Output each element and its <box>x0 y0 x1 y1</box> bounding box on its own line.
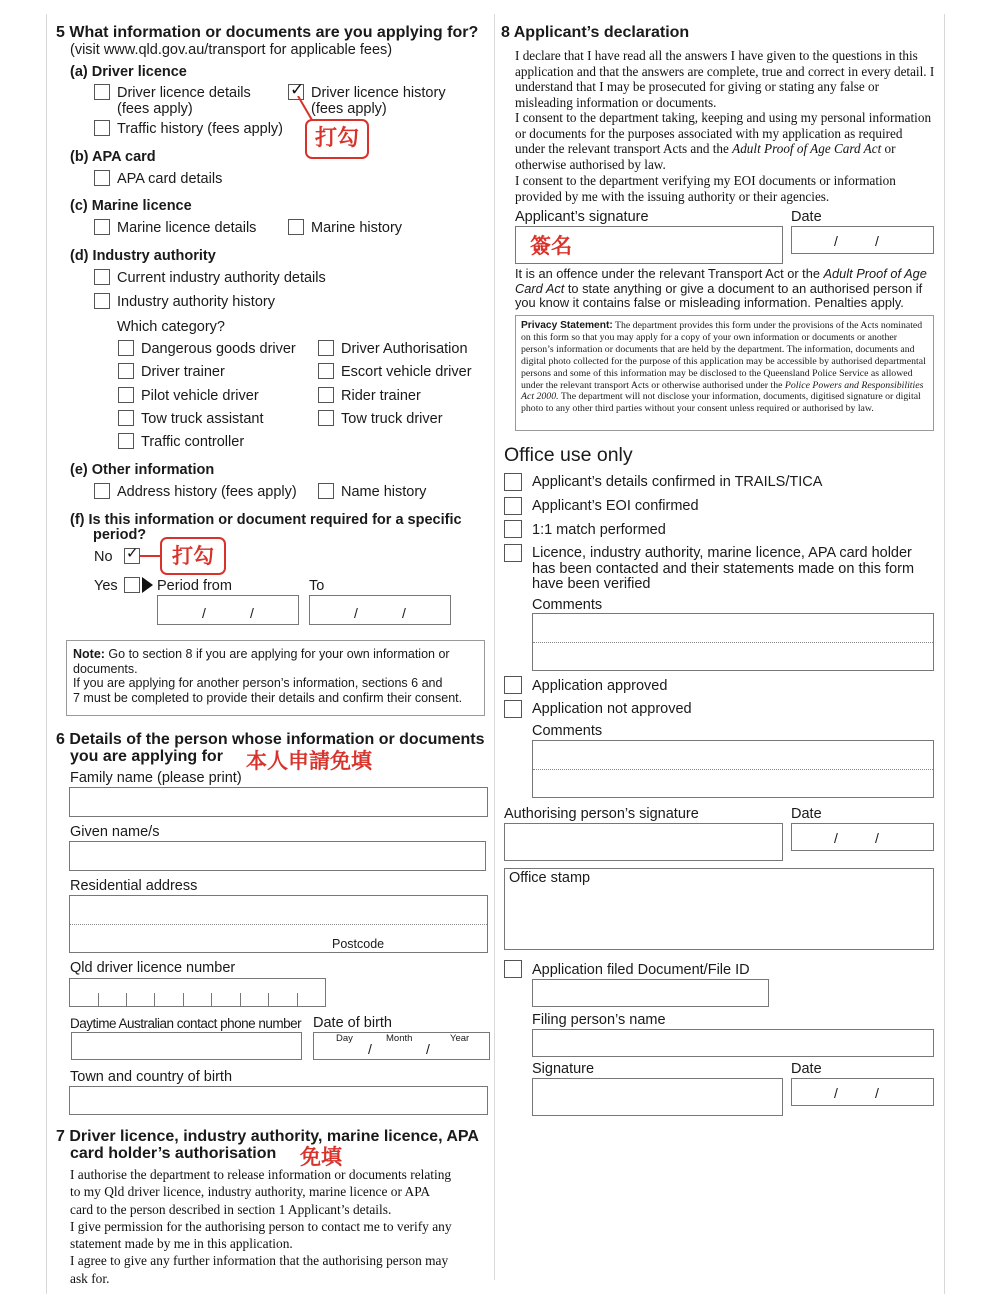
label-driver-licence-details-fees: (fees apply) <box>117 101 193 117</box>
checkbox-apa-card-details[interactable] <box>94 170 110 186</box>
residential-address-input[interactable] <box>69 895 488 953</box>
annotation-tick-1: 打勾 <box>305 119 369 159</box>
authorising-signature-field[interactable] <box>504 823 783 861</box>
label-holder-contacted-2: has been contacted and their statements made on this form <box>532 561 915 577</box>
checkbox-driver-trainer[interactable] <box>118 363 134 379</box>
label-date-of-birth: Date of birth <box>313 1015 392 1031</box>
town-country-birth-input[interactable] <box>69 1086 488 1115</box>
filing-signature-field[interactable] <box>532 1078 783 1116</box>
privacy-a: The department provides this form under the provisions of the Acts nominated on this form so that you may apply for a copy of your own information or documents or another person’s information or documents that are held by the department. The information, documents and digital photo collected for the purpose of this application may be accessible by authorised departmental persons and some of this information may be disclosed to the Queensland Police Service as allowed under the relevant transport Acts or otherwise authorised under the <box>521 320 926 391</box>
label-application-approved: Application approved <box>532 678 668 694</box>
label-category: Pilot vehicle driver <box>141 388 259 404</box>
question-specific-period-2: period? <box>93 527 147 543</box>
label-category: Rider trainer <box>341 388 421 404</box>
checkbox-industry-authority-history[interactable] <box>94 293 110 309</box>
section-7-line: statement made by me in this application. <box>70 1236 293 1252</box>
section-6-title-2: you are applying for <box>70 748 223 765</box>
label-family-name: Family name (please print) <box>70 770 242 786</box>
privacy-italic: Police Powers and Responsibilities Act 2000. <box>521 379 924 403</box>
checkbox-name-history[interactable] <box>318 483 334 499</box>
period-to-date-field[interactable]: / / <box>309 595 451 625</box>
label-category: Escort vehicle driver <box>341 364 472 380</box>
checkbox-match-performed[interactable] <box>504 520 522 538</box>
checkbox-no[interactable] <box>124 545 140 564</box>
section-5-title: 5 What information or documents are you applying for? <box>56 24 479 41</box>
declaration-paragraph-3: I consent to the department verifying my EOI documents or information provided by me with the issuing authority or their agencies. <box>515 173 896 204</box>
annotation-skip: 免填 <box>300 1145 342 1169</box>
checkbox-application-approved[interactable] <box>504 676 522 694</box>
comments-field-1[interactable] <box>532 613 934 671</box>
office-use-title: Office use only <box>504 444 633 466</box>
label-current-industry-authority: Current industry authority details <box>117 270 326 286</box>
checkbox-marine-licence-details[interactable] <box>94 219 110 235</box>
subhead-apa-card: (b) APA card <box>70 149 156 165</box>
label-marine-licence-details: Marine licence details <box>117 220 257 236</box>
label-apa-card-details: APA card details <box>117 171 223 187</box>
section-5-note: (visit www.qld.gov.au/transport for applicable fees) <box>70 42 393 58</box>
file-id-field[interactable] <box>532 979 769 1007</box>
phone-input[interactable] <box>71 1032 302 1060</box>
label-category: Dangerous goods driver <box>141 341 296 357</box>
checkbox-tow-truck-assistant[interactable] <box>118 410 134 426</box>
question-specific-period: (f) Is this information or document required for a specific <box>70 512 462 528</box>
label-name-history: Name history <box>341 484 427 500</box>
checkbox-eoi-confirmed[interactable] <box>504 497 522 515</box>
checkbox-rider-trainer[interactable] <box>318 387 334 403</box>
declaration-paragraph-1: I declare that I have read all the answers I have given to the questions in this application and that the answers are complete, true and correct in every detail. I understand that I may be prosecuted for giving or stating any false or misleading information or documents. <box>515 48 935 110</box>
label-eoi-confirmed: Applicant’s EOI confirmed <box>532 498 699 514</box>
checkbox-application-not-approved[interactable] <box>504 700 522 718</box>
privacy-b: The department will not disclose your information, documents, digitised signature or digital photo to any other third parties without your consent unless required or authorised by law. <box>521 391 921 415</box>
offence-a: It is an offence under the relevant Transport Act or the <box>515 266 824 281</box>
label-traffic-history: Traffic history (fees apply) <box>117 121 283 137</box>
checkbox-pilot-vehicle-driver[interactable] <box>118 387 134 403</box>
label-filing-person-name: Filing person’s name <box>532 1012 666 1028</box>
label-given-names: Given name/s <box>70 824 160 840</box>
label-qld-licence-number: Qld driver licence number <box>70 960 236 976</box>
label-signature: Signature <box>532 1061 595 1077</box>
label-category: Driver trainer <box>141 364 225 380</box>
section-8-title: 8 Applicant’s declaration <box>501 24 690 41</box>
label-comments-2: Comments <box>532 723 603 739</box>
checkbox-tow-truck-driver[interactable] <box>318 410 334 426</box>
checkbox-dangerous-goods-driver[interactable] <box>118 340 134 356</box>
column-divider <box>494 14 495 1280</box>
privacy-bold: Privacy Statement: <box>521 320 613 331</box>
label-category: Tow truck driver <box>341 411 443 427</box>
checkbox-address-history[interactable] <box>94 483 110 499</box>
family-name-input[interactable] <box>69 787 488 817</box>
annotation-sign: 簽名 <box>530 234 572 258</box>
section-7-line: ask for. <box>70 1270 110 1286</box>
checkmark-icon: ✓ <box>126 545 139 562</box>
label-residential-address: Residential address <box>70 878 198 894</box>
label-authorising-signature: Authorising person’s signature <box>504 806 699 822</box>
section-7-line: to my Qld driver licence, industry authority, marine licence or APA <box>70 1184 431 1200</box>
label-category: Traffic controller <box>141 434 245 450</box>
checkbox-driver-licence-details[interactable] <box>94 84 110 100</box>
label-postcode: Postcode <box>332 937 385 951</box>
authorising-date-field[interactable]: / / <box>791 823 934 851</box>
section-7-title: 7 Driver licence, industry authority, marine licence, APA <box>56 1128 479 1145</box>
filing-date-field[interactable]: / / <box>791 1078 934 1106</box>
label-details-confirmed: Applicant’s details confirmed in TRAILS/TICA <box>532 474 823 490</box>
label-year: Year <box>450 1033 470 1044</box>
label-to: To <box>309 578 325 594</box>
label-application-filed: Application filed Document/File ID <box>532 962 750 978</box>
label-yes: Yes <box>94 578 118 594</box>
decl-2-b: or otherwise authorised by law. <box>515 141 896 172</box>
checkbox-details-confirmed[interactable] <box>504 473 522 491</box>
label-comments: Comments <box>532 597 603 613</box>
period-from-date-field[interactable]: / / <box>157 595 299 625</box>
declaration-paragraph-2 <box>515 110 935 172</box>
section-7-title-2: card holder’s authorisation <box>70 1145 277 1162</box>
subhead-marine-licence: (c) Marine licence <box>70 198 192 214</box>
triangle-pointer-icon <box>142 577 154 594</box>
subhead-other-information: (e) Other information <box>70 462 215 478</box>
annotation-tick-2: 打勾 <box>160 537 226 575</box>
label-category: Tow truck assistant <box>141 411 264 427</box>
note-line-4: 7 must be completed to provide their details and confirm their consent. <box>73 690 463 705</box>
label-industry-authority-history: Industry authority history <box>117 294 275 310</box>
label-marine-history: Marine history <box>311 220 403 236</box>
label-date-1: Date <box>791 806 822 822</box>
checkbox-current-industry-authority[interactable] <box>94 269 110 285</box>
decl-2-a: I consent to the department taking, keeping and using my personal information or documents for the purposes associated with my application as required under the relevant transport Acts and the <box>515 110 932 157</box>
label-match-performed: 1:1 match performed <box>532 522 666 538</box>
label-period-from: Period from <box>157 578 232 594</box>
note-line-3: If you are applying for another person’s information, sections 6 and <box>73 676 443 690</box>
checkbox-traffic-controller[interactable] <box>118 433 134 449</box>
checkbox-yes[interactable] <box>124 577 140 593</box>
section-7-line: I authorise the department to release information or documents relating <box>70 1167 452 1182</box>
checkbox-escort-vehicle-driver[interactable] <box>318 363 334 379</box>
label-holder-contacted: Licence, industry authority, marine licence, APA card holder <box>532 545 912 561</box>
label-applicant-signature: Applicant’s signature <box>515 209 649 225</box>
offence-b: to state anything or give a document to an authorised person if you know it contains false or misleading information. Penalties apply. <box>515 280 923 311</box>
label-month: Month <box>386 1033 413 1044</box>
label-phone: Daytime Australian contact phone number <box>70 1016 302 1031</box>
comments-field-2[interactable] <box>532 740 934 798</box>
applicant-signature-field[interactable] <box>515 226 783 264</box>
section-6-title: 6 Details of the person whose information or documents <box>56 731 485 748</box>
qld-licence-number-input[interactable] <box>69 978 326 1007</box>
checkbox-driver-authorisation[interactable] <box>318 340 334 356</box>
label-no: No <box>94 549 113 565</box>
label-holder-contacted-3: have been verified <box>532 576 651 592</box>
privacy-statement-box <box>515 315 934 431</box>
filing-person-name-field[interactable] <box>532 1029 934 1057</box>
label-day: Day <box>336 1033 353 1044</box>
section-7-line: I give permission for the authorising person to contact me to verify any <box>70 1218 452 1234</box>
checkbox-marine-history[interactable] <box>288 219 304 235</box>
label-application-not-approved: Application not approved <box>532 701 692 717</box>
label-date-2: Date <box>791 1061 822 1077</box>
note-bold: Note: <box>73 647 105 661</box>
office-stamp-box[interactable] <box>504 868 934 950</box>
offence-statement <box>515 267 937 311</box>
label-category: Driver Authorisation <box>341 341 468 357</box>
given-names-input[interactable] <box>69 841 486 871</box>
section-7-line: card to the person described in section 1 Applicant’s details. <box>70 1201 392 1217</box>
annotation-arrow-icon <box>140 550 162 562</box>
section-7-line: I agree to give any further information that the authorising person may <box>70 1253 449 1269</box>
note-box <box>66 640 485 716</box>
label-town-country-birth: Town and country of birth <box>70 1069 233 1085</box>
note-line-2: documents. <box>73 661 138 676</box>
label-address-history: Address history (fees apply) <box>117 484 297 500</box>
checkbox-traffic-history[interactable] <box>94 120 110 136</box>
label-driver-licence-history-fees: (fees apply) <box>311 101 387 117</box>
label-which-category: Which category? <box>117 319 225 335</box>
date-of-birth-input[interactable]: Day Month Year / / <box>313 1032 490 1060</box>
label-driver-licence-history: Driver licence history <box>311 85 446 101</box>
subhead-industry-authority: (d) Industry authority <box>70 248 216 264</box>
checkbox-holder-contacted[interactable] <box>504 544 522 562</box>
checkbox-application-filed[interactable] <box>504 960 522 978</box>
subhead-driver-licence: (a) Driver licence <box>70 64 187 80</box>
decl-2-italic: Adult Proof of Age Card Act <box>732 141 882 157</box>
applicant-date-field[interactable]: / / <box>791 226 934 254</box>
label-date: Date <box>791 209 822 225</box>
label-driver-licence-details: Driver licence details <box>117 85 251 101</box>
label-office-stamp: Office stamp <box>509 870 591 886</box>
checkmark-icon: ✓ <box>290 80 305 99</box>
section-7-text <box>70 1166 490 1287</box>
annotation-self-skip: 本人申請免填 <box>246 749 372 773</box>
offence-italic: Adult Proof of Age Card Act <box>515 266 927 296</box>
note-line-1: Go to section 8 if you are applying for your own information or <box>104 647 450 661</box>
